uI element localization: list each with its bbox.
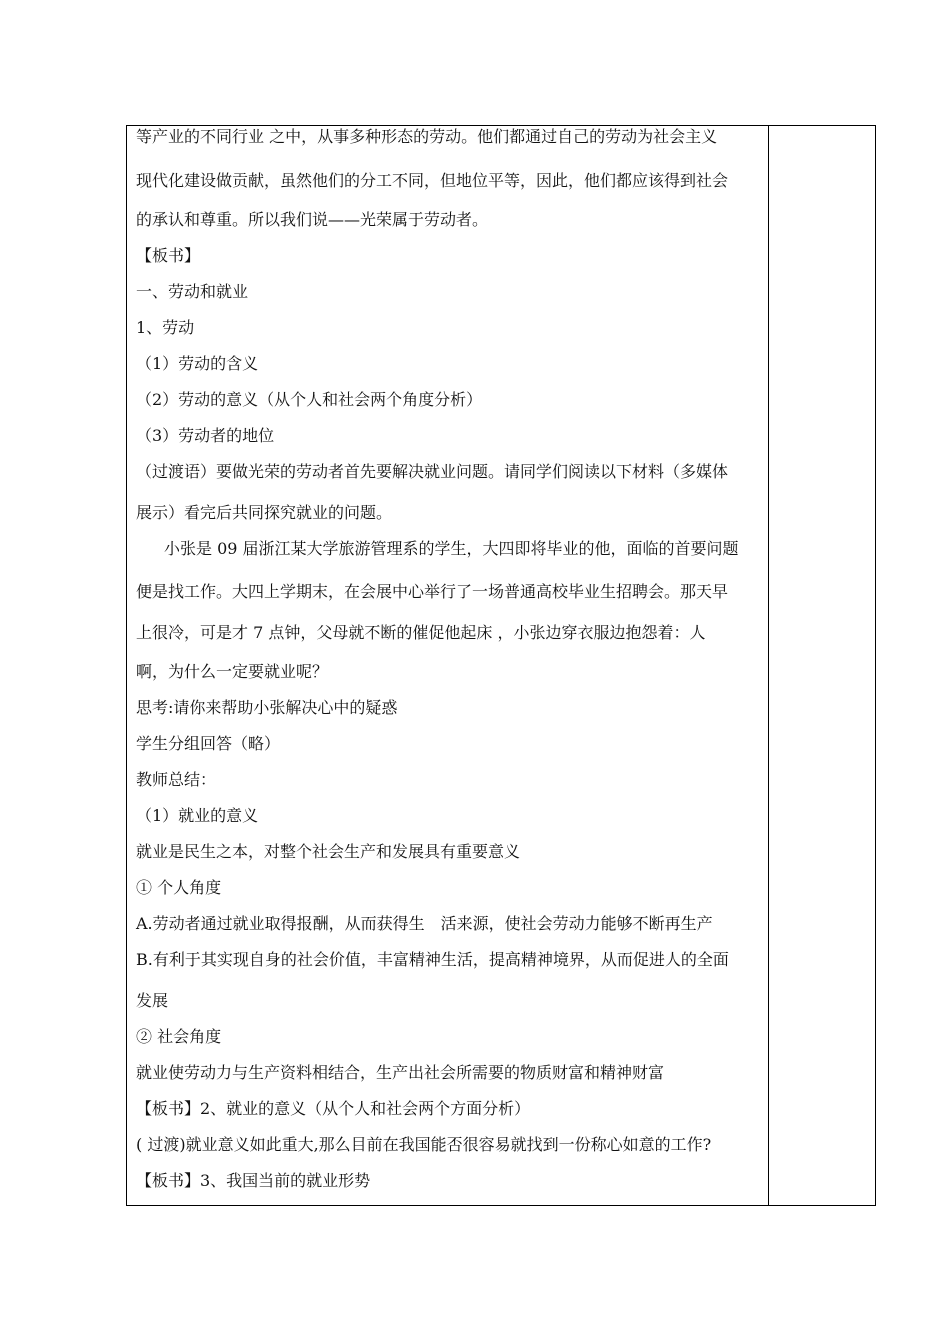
story-paragraph-line: 小张是 09 届浙江某大学旅游管理系的学生，大四即将毕业的他，面临的首要问题 (164, 539, 739, 558)
table-column-divider (768, 125, 769, 1206)
list-item: （1）劳动的含义 (136, 354, 259, 373)
list-item: （3）劳动者的地位 (136, 426, 275, 445)
list-item: （2）劳动的意义（从个人和社会两个角度分析） (136, 390, 483, 409)
text-line: 展示）看完后共同探究就业的问题。 (136, 503, 393, 522)
story-paragraph-line: 便是找工作。大四上学期末，在会展中心举行了一场普通高校毕业生招聘会。那天早 (136, 582, 729, 601)
text-line: 【板书】2、就业的意义（从个人和社会两个方面分析） (136, 1099, 531, 1118)
text-line: ( 过渡)就业意义如此重大,那么目前在我国能否很容易就找到一份称心如意的工作? (136, 1135, 712, 1154)
text-line: （过渡语）要做光荣的劳动者首先要解决就业问题。请同学们阅读以下材料（多媒体 (136, 462, 729, 481)
section-heading: 一、劳动和就业 (136, 282, 249, 301)
text-line: 【板书】 (136, 246, 201, 265)
list-item: ② 社会角度 (136, 1027, 222, 1046)
text-line: 的承认和尊重。所以我们说——光荣属于劳动者。 (136, 210, 489, 229)
story-paragraph-line: 上很冷，可是才 7 点钟，父母就不断的催促他起床 ，小张边穿衣服边抱怨着：人 (136, 623, 706, 642)
text-line: 就业使劳动力与生产资料相结合，生产出社会所需要的物质财富和精神财富 (136, 1063, 665, 1082)
question-line: 思考:请你来帮助小张解决心中的疑惑 (136, 698, 398, 717)
text-line: 发展 (136, 991, 169, 1010)
story-paragraph-line: 啊，为什么一定要就业呢？ (136, 662, 329, 681)
text-line: A.劳动者通过就业取得报酬，从而获得生 活来源，使社会劳动力能够不断再生产 (136, 914, 713, 933)
text-line: 就业是民生之本，对整个社会生产和发展具有重要意义 (136, 842, 521, 861)
text-line: 【板书】3、我国当前的就业形势 (136, 1171, 371, 1190)
text-line: 教师总结： (136, 770, 217, 789)
subsection-heading: 1、劳动 (136, 318, 195, 337)
text-line: B.有利于其实现自身的社会价值，丰富精神生活，提高精神境界，从而促进人的全面 (136, 950, 729, 969)
list-item: （1）就业的意义 (136, 806, 259, 825)
text-line: 等产业的不同行业 之中，从事多种形态的劳动。他们都通过自己的劳动为社会主义 (136, 127, 718, 146)
text-line: 学生分组回答（略） (136, 734, 281, 753)
text-line: 现代化建设做贡献，虽然他们的分工不同，但地位平等，因此，他们都应该得到社会 (136, 171, 729, 190)
list-item: ① 个人角度 (136, 878, 222, 897)
